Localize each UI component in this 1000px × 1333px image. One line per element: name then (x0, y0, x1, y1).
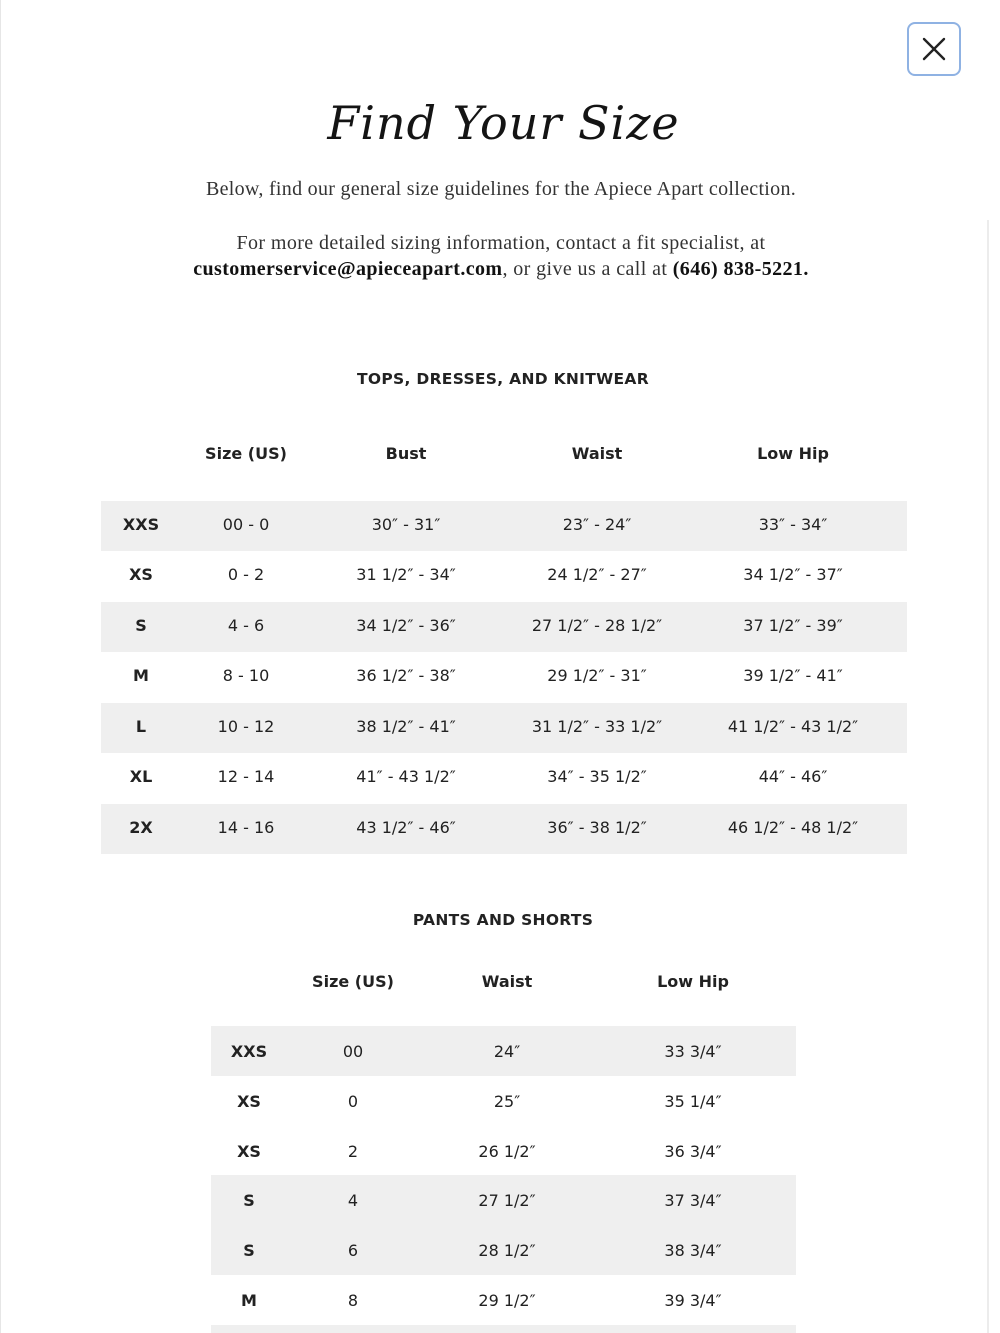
table-cell: 27 1/2″ (478, 1191, 536, 1210)
col-header: Size (US) (312, 972, 394, 991)
table-cell: 33″ - 34″ (758, 515, 828, 534)
table-cell: 4 (347, 1191, 359, 1210)
table-cell: 0 (347, 1092, 359, 1111)
table-cell: 26 1/2″ (478, 1142, 536, 1161)
table-cell: 31 1/2″ - 33 1/2″ (531, 717, 663, 736)
size-label: XXS (230, 1042, 268, 1061)
table-cell: 33 3/4″ (664, 1042, 722, 1061)
table-cell: 39 3/4″ (664, 1291, 722, 1310)
close-button[interactable] (907, 22, 961, 76)
table-cell: 36″ - 38 1/2″ (547, 818, 647, 837)
table-cell: 34″ - 35 1/2″ (547, 767, 647, 786)
next-row-edge (211, 1325, 796, 1333)
table-cell: 43 1/2″ - 46″ (356, 818, 456, 837)
table-cell: 41″ - 43 1/2″ (356, 767, 456, 786)
contact-text (191, 230, 811, 282)
col-header: Waist (481, 972, 533, 991)
contact-prefix: For more detailed sizing information, contact a fit specialist, at (236, 232, 766, 254)
table-cell: 34 1/2″ - 37″ (743, 565, 843, 584)
size-label: M (241, 1291, 257, 1310)
table-cell: 34 1/2″ - 36″ (356, 616, 456, 635)
size-label: XS (237, 1142, 261, 1161)
col-header: Bust (385, 444, 427, 463)
page-title: Find Your Size (327, 96, 680, 150)
contact-middle: , or give us a call at (502, 258, 668, 280)
table-cell: 29 1/2″ - 31″ (547, 666, 647, 685)
size-label: XS (237, 1092, 261, 1111)
table-cell: 24 1/2″ - 27″ (547, 565, 647, 584)
table-cell: 31 1/2″ - 34″ (356, 565, 456, 584)
table-cell: 41 1/2″ - 43 1/2″ (727, 717, 859, 736)
size-label: XL (129, 767, 153, 786)
table-cell: 36 3/4″ (664, 1142, 722, 1161)
table-cell: 38 3/4″ (664, 1241, 722, 1260)
table-cell: 28 1/2″ (478, 1241, 536, 1260)
table-cell: 8 - 10 (222, 666, 270, 685)
size-label: S (243, 1191, 255, 1210)
table-cell: 29 1/2″ (478, 1291, 536, 1310)
size-label: XS (129, 565, 153, 584)
table-cell: 30″ - 31″ (371, 515, 441, 534)
table-cell: 2 (347, 1142, 359, 1161)
table-cell: 0 - 2 (227, 565, 265, 584)
contact-phone-cont[interactable]: 838-5221. (723, 258, 809, 280)
table-cell: 44″ - 46″ (758, 767, 828, 786)
size-label: M (133, 666, 149, 685)
table-cell: 36 1/2″ - 38″ (356, 666, 456, 685)
table-cell: 38 1/2″ - 41″ (356, 717, 456, 736)
col-header: Low Hip (757, 444, 829, 463)
table-cell: 8 (347, 1291, 359, 1310)
table-cell: 12 - 14 (217, 767, 275, 786)
table-cell: 00 (342, 1042, 364, 1061)
table-cell: 10 - 12 (217, 717, 275, 736)
table-cell: 37 1/2″ - 39″ (743, 616, 843, 635)
table-cell: 4 - 6 (227, 616, 265, 635)
size-label: XXS (122, 515, 160, 534)
intro-text: Below, find our general size guidelines for the Apiece Apart collection. (205, 178, 797, 200)
close-icon (920, 35, 948, 63)
size-label: 2X (129, 818, 153, 837)
contact-phone[interactable]: (646) (672, 258, 719, 280)
size-label: S (243, 1241, 255, 1260)
table-cell: 00 - 0 (222, 515, 270, 534)
table-cell: 46 1/2″ - 48 1/2″ (727, 818, 859, 837)
tops-section-title: TOPS, DRESSES, AND KNITWEAR (357, 370, 649, 388)
table-cell: 27 1/2″ - 28 1/2″ (531, 616, 663, 635)
table-cell: 23″ - 24″ (562, 515, 632, 534)
table-cell: 35 1/4″ (664, 1092, 722, 1111)
col-header: Size (US) (205, 444, 287, 463)
size-label: S (135, 616, 147, 635)
table-cell: 24″ (493, 1042, 521, 1061)
col-header: Low Hip (657, 972, 729, 991)
table-cell: 14 - 16 (217, 818, 275, 837)
size-label: L (135, 717, 147, 736)
table-cell: 25″ (493, 1092, 521, 1111)
table-cell: 37 3/4″ (664, 1191, 722, 1210)
contact-email-link[interactable]: customerservice@apieceapart.com (193, 258, 503, 280)
table-cell: 6 (347, 1241, 359, 1260)
pants-section-title: PANTS AND SHORTS (412, 911, 594, 929)
col-header: Waist (571, 444, 623, 463)
table-cell: 39 1/2″ - 41″ (743, 666, 843, 685)
